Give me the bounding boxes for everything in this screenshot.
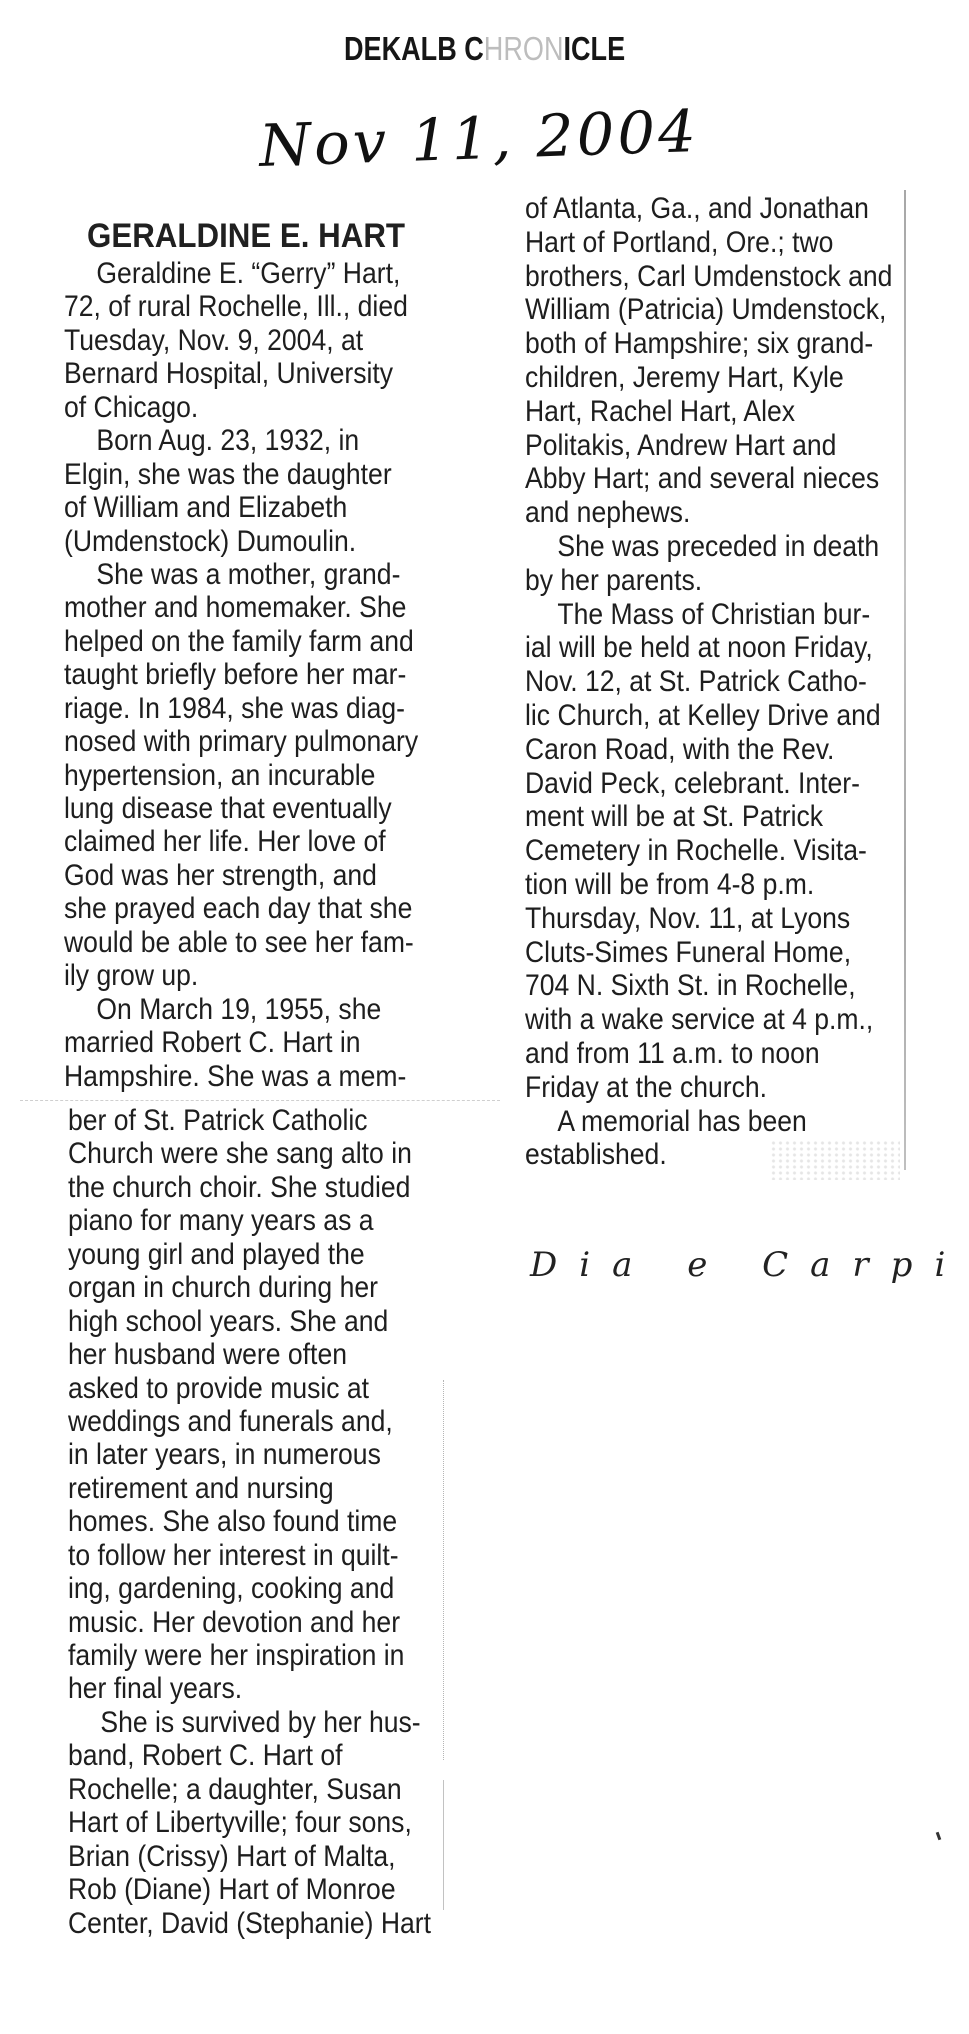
text-line: Born Aug. 23, 1932, in bbox=[96, 424, 360, 458]
text-line: Geraldine E. “Gerry” Hart, bbox=[96, 257, 401, 290]
scan-noise bbox=[770, 1140, 900, 1180]
text-line: both of Hampshire; six grand- bbox=[525, 327, 874, 361]
text-line: Hart, Rachel Hart, Alex bbox=[525, 394, 796, 428]
text-line: Elgin, she was the daughter bbox=[64, 457, 392, 491]
text-line: ily grow up. bbox=[64, 959, 199, 993]
newspaper-masthead bbox=[344, 30, 625, 68]
column-border-line bbox=[904, 190, 906, 1170]
text-line: She is survived by her hus- bbox=[100, 1705, 421, 1739]
text-line: God was her strength, and bbox=[64, 858, 377, 892]
text-line: Caron Road, with the Rev. bbox=[525, 732, 835, 766]
text-line: tion will be from 4-8 p.m. bbox=[525, 867, 815, 901]
text-line: married Robert C. Hart in bbox=[64, 1026, 361, 1060]
text-line: organ in church during her bbox=[68, 1271, 378, 1305]
clipping-paste-seam bbox=[20, 1100, 500, 1102]
text-line: in later years, in numerous bbox=[68, 1438, 381, 1472]
text-line: and nephews. bbox=[525, 496, 691, 530]
text-line: of William and Elizabeth bbox=[64, 491, 348, 525]
column-divider-line bbox=[443, 1780, 444, 1910]
cut-off-handwriting: Dia e Carpi bbox=[530, 1245, 968, 1285]
text-line: piano for many years as a bbox=[68, 1204, 374, 1238]
text-line: would be able to see her fam- bbox=[64, 925, 414, 959]
text-line: young girl and played the bbox=[68, 1237, 365, 1271]
text-line: Cemetery in Rochelle. Visita- bbox=[525, 834, 867, 868]
text-line: to follow her interest in quilt- bbox=[68, 1538, 399, 1572]
left-column-upper bbox=[64, 257, 418, 1093]
text-line: Cluts-Simes Funeral Home, bbox=[525, 935, 852, 969]
text-line: hypertension, an incurable bbox=[64, 758, 376, 792]
text-line: She was a mother, grand- bbox=[96, 557, 401, 591]
text-line: Church were she sang alto in bbox=[68, 1137, 412, 1171]
left-column-lower bbox=[68, 1104, 431, 1940]
text-line: Nov. 12, at St. Patrick Catho- bbox=[525, 665, 867, 699]
text-line: claimed her life. Her love of bbox=[64, 825, 386, 859]
text-line: Bernard Hospital, University bbox=[64, 357, 394, 391]
text-line: William (Patricia) Umdenstock, bbox=[525, 293, 887, 327]
text-line: weddings and funerals and, bbox=[68, 1404, 393, 1438]
text-line: band, Robert C. Hart of bbox=[68, 1739, 343, 1773]
text-line: Rochelle; a daughter, Susan bbox=[68, 1772, 402, 1806]
text-line: and from 11 a.m. to noon bbox=[525, 1036, 820, 1070]
text-line: high school years. She and bbox=[68, 1304, 389, 1338]
masthead-visible-end: ICLE bbox=[563, 30, 626, 67]
text-line: riage. In 1984, she was diag- bbox=[64, 691, 405, 725]
text-line: lung disease that eventually bbox=[64, 792, 392, 825]
text-line: taught briefly before her mar- bbox=[64, 658, 407, 692]
text-line: Politakis, Andrew Hart and bbox=[525, 428, 837, 462]
text-line: asked to provide music at bbox=[68, 1371, 370, 1405]
masthead-visible-start: DEKALB C bbox=[344, 30, 484, 67]
text-line: her husband were often bbox=[68, 1338, 347, 1372]
right-column bbox=[525, 192, 892, 1172]
masthead-faded-middle: HRON bbox=[483, 30, 564, 67]
text-line: ial will be held at noon Friday, bbox=[525, 631, 873, 665]
text-line: music. Her devotion and her bbox=[68, 1605, 401, 1639]
text-line: mother and homemaker. She bbox=[64, 591, 407, 625]
text-line: 704 N. Sixth St. in Rochelle, bbox=[525, 969, 856, 1003]
text-line: 72, of rural Rochelle, Ill., died bbox=[64, 290, 408, 324]
handwritten-date: Nov 11, 2004 bbox=[258, 96, 700, 180]
text-line: Brian (Crissy) Hart of Malta, bbox=[68, 1839, 396, 1873]
text-line: ber of St. Patrick Catholic bbox=[68, 1104, 368, 1137]
text-line: with a wake service at 4 p.m., bbox=[525, 1003, 874, 1037]
text-line: Abby Hart; and several nieces bbox=[525, 462, 880, 496]
text-line: lic Church, at Kelley Drive and bbox=[525, 698, 881, 732]
text-line: helped on the family farm and bbox=[64, 624, 414, 658]
text-line: Center, David (Stephanie) Hart bbox=[68, 1906, 432, 1940]
column-divider-dotted bbox=[443, 1380, 445, 1760]
text-line: A memorial has been bbox=[557, 1104, 807, 1138]
text-line: ing, gardening, cooking and bbox=[68, 1572, 395, 1606]
text-line: of Chicago. bbox=[64, 390, 199, 424]
text-line: Friday at the church. bbox=[525, 1070, 768, 1104]
text-line: family were her inspiration in bbox=[68, 1639, 405, 1672]
obituary-headline: GERALDINE E. HART bbox=[87, 217, 406, 255]
text-line: children, Jeremy Hart, Kyle bbox=[525, 360, 844, 394]
text-line: Hampshire. She was a mem- bbox=[64, 1059, 407, 1093]
text-line: nosed with primary pulmonary bbox=[64, 725, 419, 759]
text-line: (Umdenstock) Dumoulin. bbox=[64, 524, 357, 558]
stray-mark bbox=[936, 1832, 942, 1841]
text-line: brothers, Carl Umdenstock and bbox=[525, 259, 893, 293]
text-line: established. bbox=[525, 1138, 667, 1172]
text-line: of Atlanta, Ga., and Jonathan bbox=[525, 192, 869, 225]
text-line: ment will be at St. Patrick bbox=[525, 800, 824, 834]
text-line: Hart of Portland, Ore.; two bbox=[525, 225, 834, 259]
text-line: she prayed each day that she bbox=[64, 892, 413, 926]
text-line: homes. She also found time bbox=[68, 1505, 398, 1539]
text-line: Tuesday, Nov. 9, 2004, at bbox=[64, 323, 364, 357]
text-line: Thursday, Nov. 11, at Lyons bbox=[525, 901, 851, 935]
text-line: her final years. bbox=[68, 1672, 243, 1706]
text-line: retirement and nursing bbox=[68, 1471, 334, 1505]
text-line: On March 19, 1955, she bbox=[96, 992, 382, 1026]
text-line: The Mass of Christian bur- bbox=[557, 597, 871, 631]
text-line: Hart of Libertyville; four sons, bbox=[68, 1806, 412, 1840]
text-line: David Peck, celebrant. Inter- bbox=[525, 766, 860, 800]
text-line: by her parents. bbox=[525, 563, 703, 597]
text-line: She was preceded in death bbox=[557, 529, 880, 563]
text-line: the church choir. She studied bbox=[68, 1170, 411, 1204]
text-line: Rob (Diane) Hart of Monroe bbox=[68, 1873, 396, 1907]
